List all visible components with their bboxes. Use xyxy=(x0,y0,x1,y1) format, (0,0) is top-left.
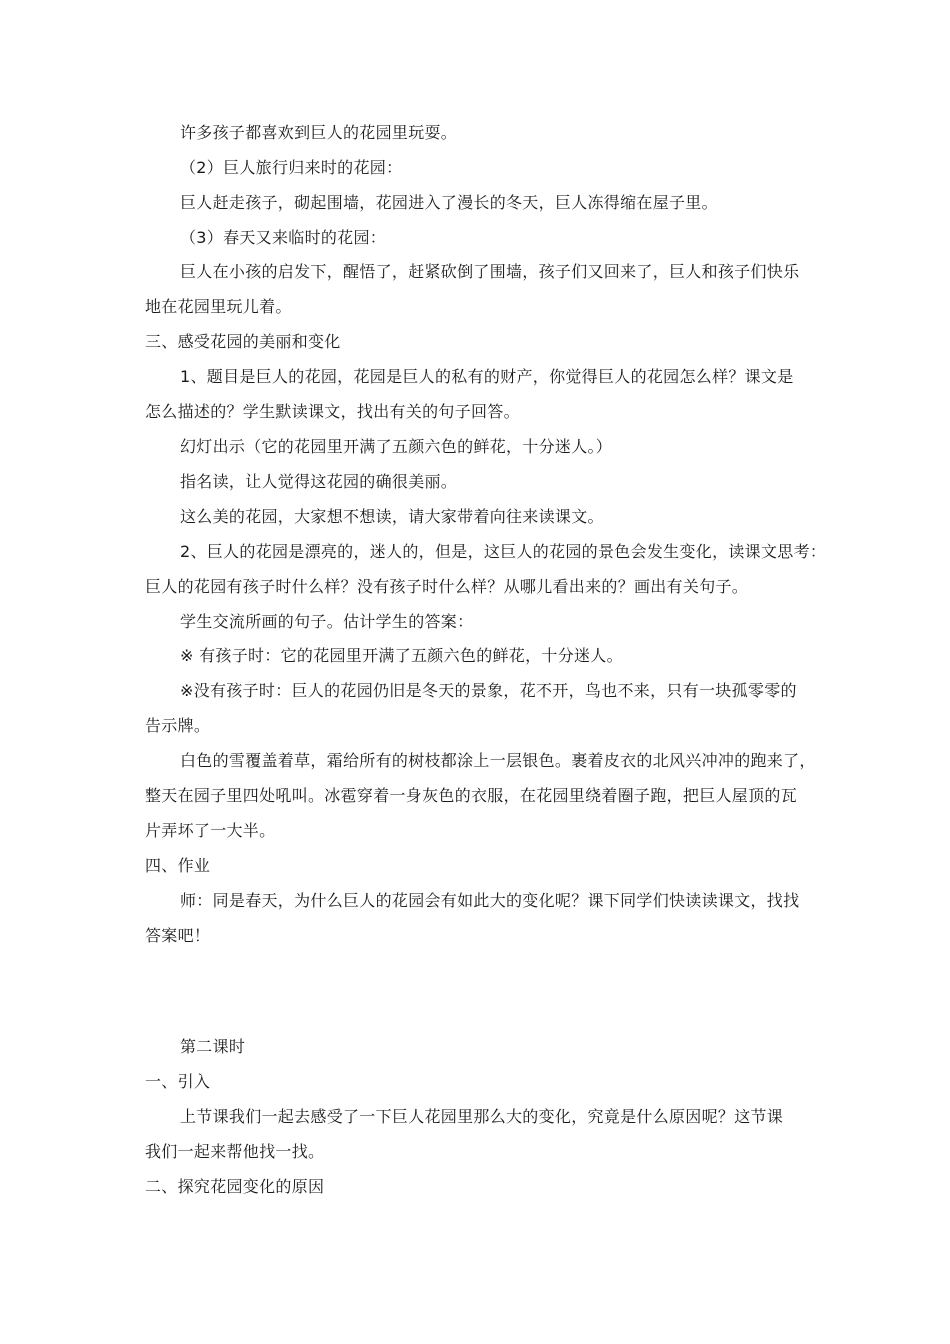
paragraph-line: ※ 有孩子时：它的花园里开满了五颜六色的鲜花，十分迷人。 xyxy=(180,646,623,665)
paragraph-line: 2、巨人的花园是漂亮的，迷人的，但是，这巨人的花园的景色会发生变化，读课文思考： xyxy=(180,542,827,561)
paragraph-line: 师：同是春天，为什么巨人的花园会有如此大的变化呢？课下同学们快读读课文，找找 xyxy=(180,891,800,910)
subheading-line: （3）春天又来临时的花园： xyxy=(180,228,387,247)
subheading-line: （2）巨人旅行归来时的花园： xyxy=(180,158,403,177)
paragraph-line: 我们一起来帮他找一找。 xyxy=(145,1142,325,1161)
section-heading: 一、引入 xyxy=(145,1072,211,1091)
paragraph-line: 地在花园里玩儿着。 xyxy=(145,297,292,316)
paragraph-line: 巨人的花园有孩子时什么样？没有孩子时什么样？从哪儿看出来的？画出有关句子。 xyxy=(145,577,749,596)
paragraph-line: 学生交流所画的句子。估计学生的答案： xyxy=(180,612,474,631)
section-heading: 二、探究花园变化的原因 xyxy=(145,1177,325,1196)
paragraph-line: 片弄坏了一大半。 xyxy=(145,821,276,840)
paragraph-line: 告示牌。 xyxy=(145,716,211,735)
paragraph-line: 巨人在小孩的启发下，醒悟了，赶紧砍倒了围墙，孩子们又回来了，巨人和孩子们快乐 xyxy=(180,262,800,281)
paragraph-line: 上节课我们一起去感受了一下巨人花园里那么大的变化，究竟是什么原因呢？这节课 xyxy=(180,1107,784,1126)
paragraph-line: 怎么描述的？学生默读课文，找出有关的句子回答。 xyxy=(145,402,520,421)
paragraph-line: ※没有孩子时：巨人的花园仍旧是冬天的景象，花不开，鸟也不来，只有一块孤零零的 xyxy=(180,681,797,700)
section-heading: 四、作业 xyxy=(145,856,211,875)
lesson-heading: 第二课时 xyxy=(180,1037,246,1056)
paragraph-line: 白色的雪覆盖着草，霜给所有的树枝都涂上一层银色。裹着皮衣的北风兴冲冲的跑来了， xyxy=(180,751,816,770)
paragraph-line: 整天在园子里四处吼叫。冰雹穿着一身灰色的衣服，在花园里绕着圈子跑，把巨人屋顶的瓦 xyxy=(145,786,798,805)
paragraph-line: 答案吧！ xyxy=(145,926,211,945)
section-heading: 三、感受花园的美丽和变化 xyxy=(145,332,341,351)
paragraph-line: 幻灯出示（它的花园里开满了五颜六色的鲜花，十分迷人。） xyxy=(180,437,613,456)
paragraph-line: 指名读，让人觉得这花园的确很美丽。 xyxy=(180,472,458,491)
paragraph-line: 巨人赶走孩子，砌起围墙，花园进入了漫长的冬天，巨人冻得缩在屋子里。 xyxy=(180,193,718,212)
paragraph-line: 1、题目是巨人的花园，花园是巨人的私有的财产，你觉得巨人的花园怎么样？课文是 xyxy=(180,367,794,386)
paragraph-line: 许多孩子都喜欢到巨人的花园里玩耍。 xyxy=(180,123,458,142)
paragraph-line: 这么美的花园，大家想不想读，请大家带着向往来读课文。 xyxy=(180,507,604,526)
